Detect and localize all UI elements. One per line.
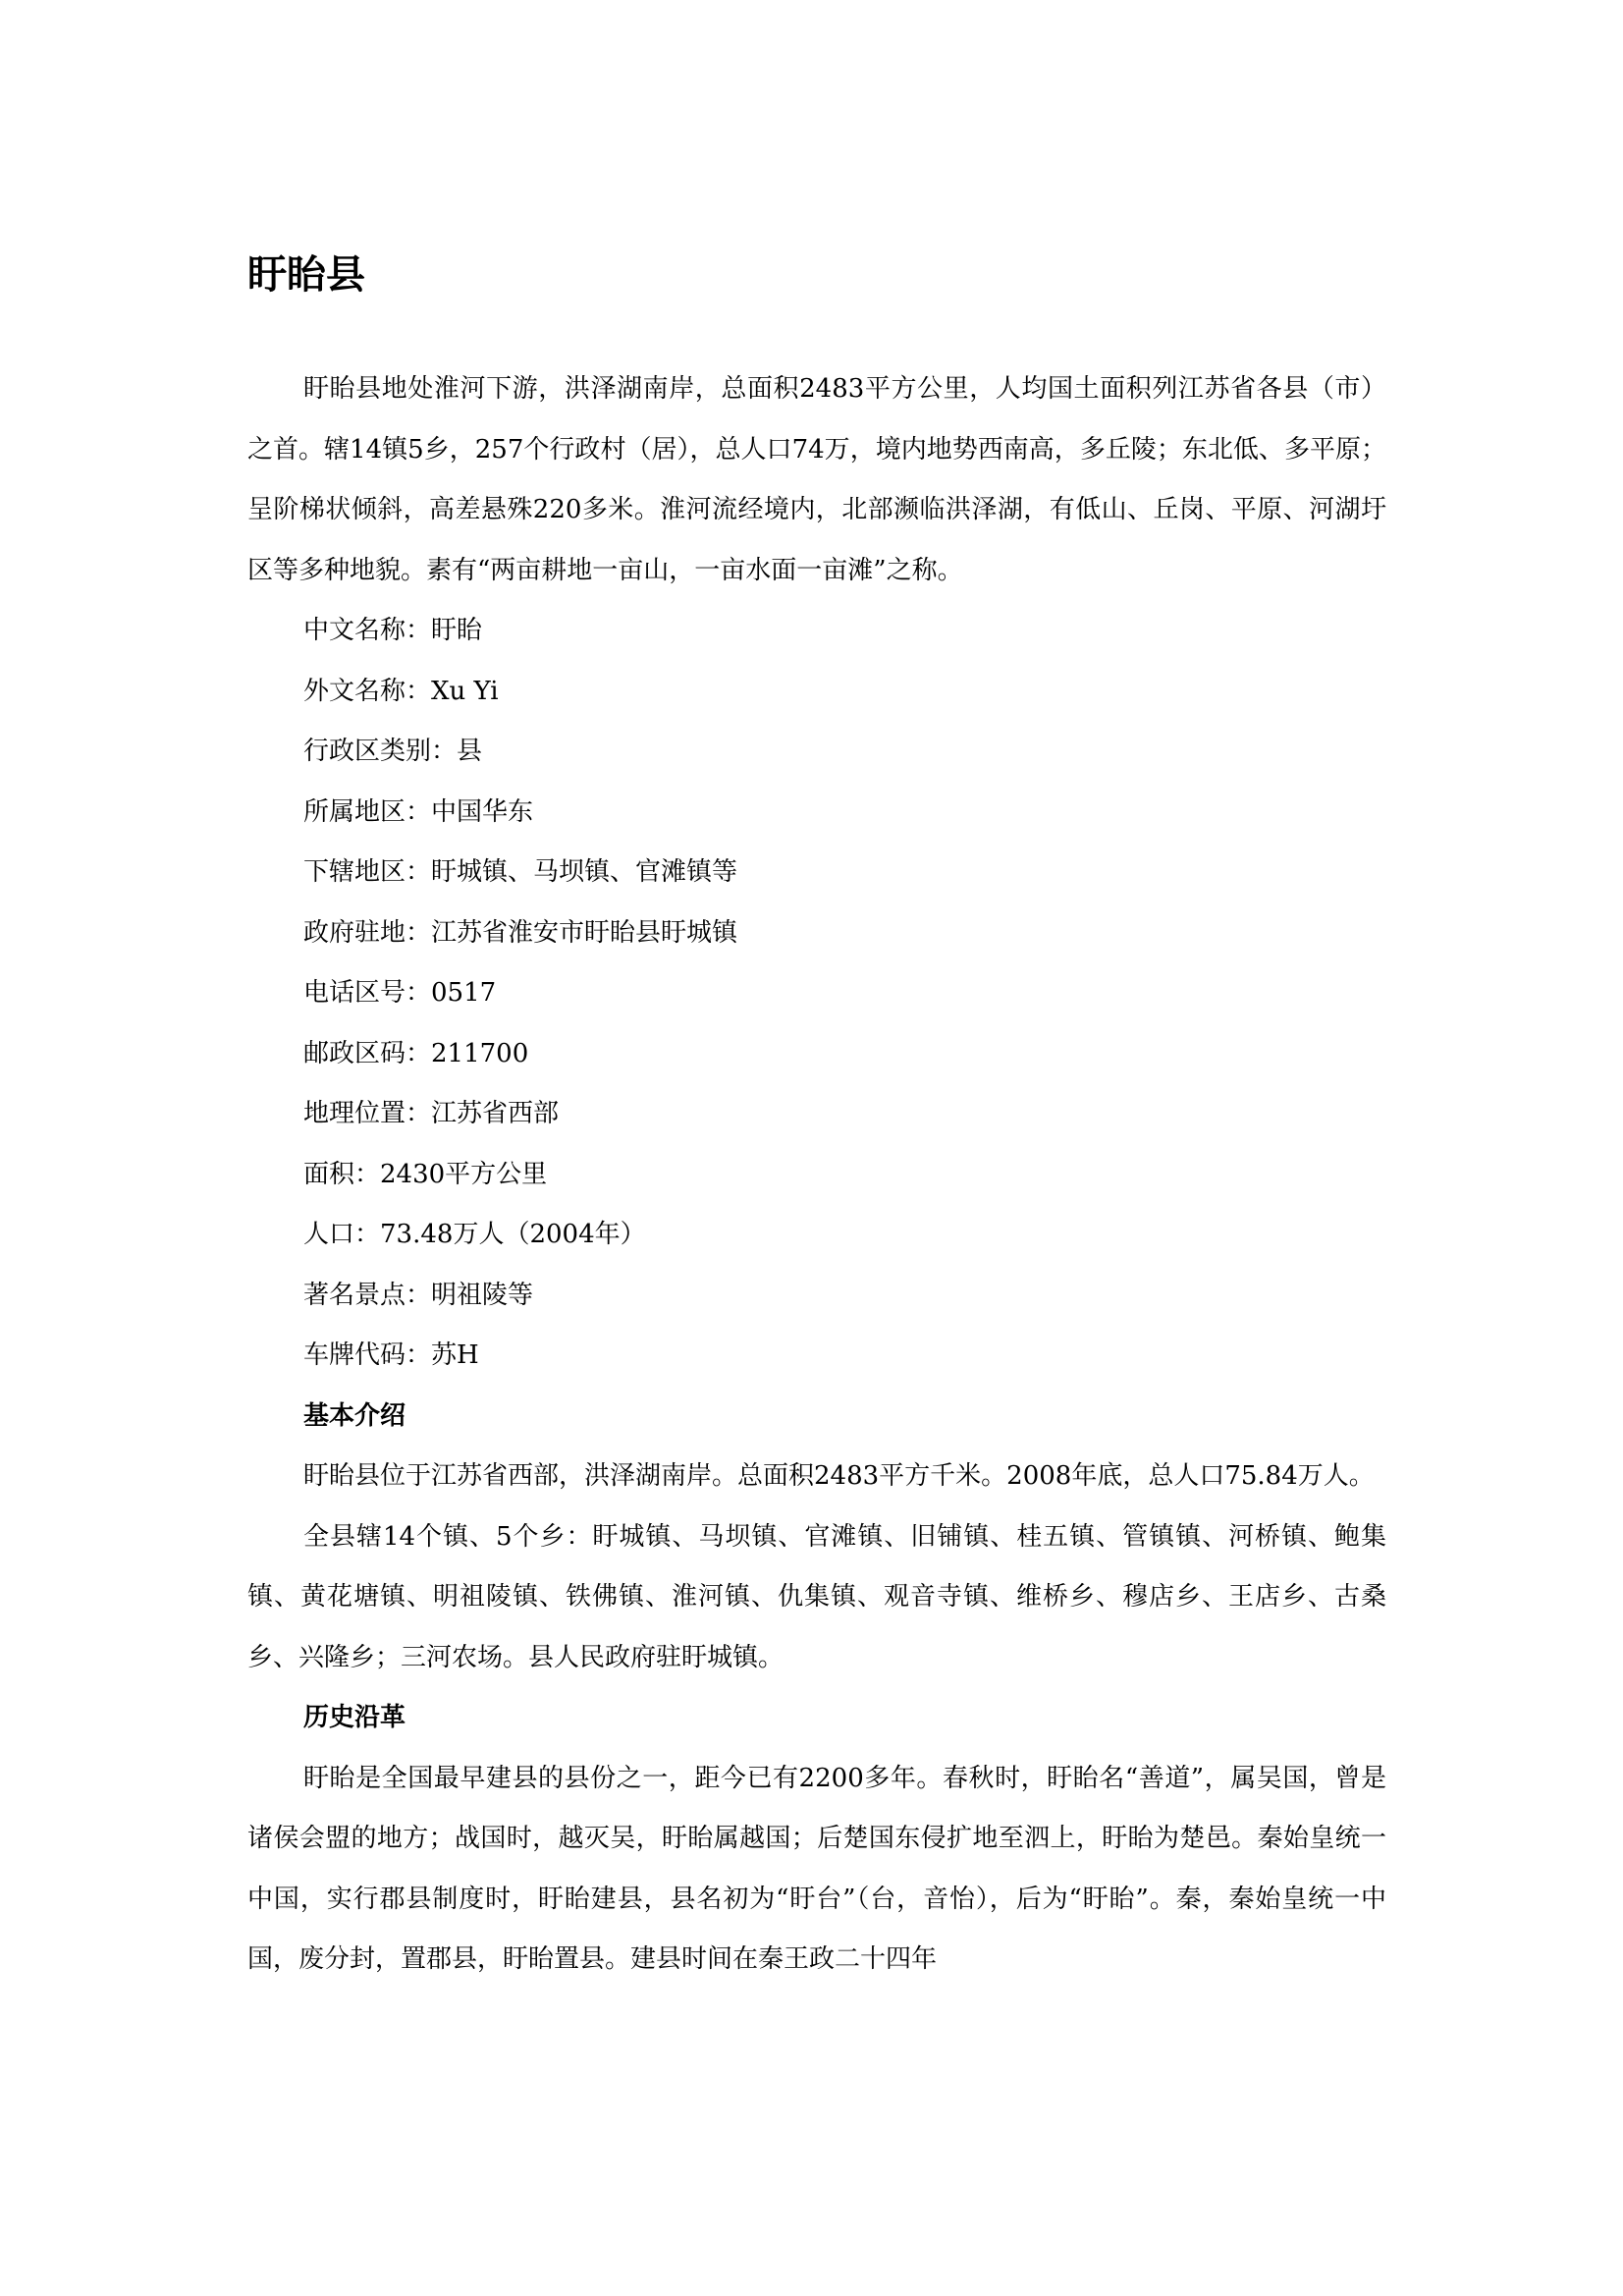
field-area-code [247,963,1386,1024]
field-label: 下辖地区： [303,857,432,887]
basic-paragraph-1: 盱眙县位于江苏省西部，洪泽湖南岸。总面积2483平方千米。2008年底，总人口75.84万人。 [303,1461,1375,1491]
field-label: 中文名称： [303,616,432,645]
field-location [247,1084,1386,1145]
field-label: 面积： [303,1159,381,1189]
field-label: 地理位置： [303,1099,432,1128]
field-value: 苏H [431,1340,479,1370]
history-paragraph-1: 盱眙是全国最早建县的县份之一，距今已有2200多年。春秋时，盱眙名“善道”，属吴国，曾是诸侯会盟的地方；战国时，越灭吴，盱眙属越国；后楚国东侵扩地至泗上，盱眙为楚邑。秦始皇统一中国，实行郡县制度时，盱眙建县，县名初为“盱台”（台，音怡），后为“盱眙”。秦，秦始皇统一中国，废分封，置郡县，盱眙置县。建县时间在秦王政二十四年 [247,1763,1386,1974]
field-area [247,1145,1386,1206]
field-value: 县 [457,737,483,766]
field-region [247,783,1386,844]
field-value: 73.48万人（2004年） [380,1220,646,1249]
field-postal-code [247,1024,1386,1085]
field-license-plate [247,1326,1386,1387]
field-value: 0517 [431,978,497,1008]
field-label: 所属地区： [303,796,432,827]
field-admin-type [247,722,1386,783]
field-value: 2430平方公里 [380,1159,548,1189]
field-label: 著名景点： [303,1280,432,1310]
field-value: 中国华东 [431,796,534,827]
field-value: 211700 [431,1038,529,1068]
field-government-seat [247,903,1386,964]
field-chinese-name [247,601,1386,662]
intro-paragraph: 盱眙县地处淮河下游，洪泽湖南岸，总面积2483平方公里，人均国土面积列江苏省各县（市）之首。辖14镇5乡，257个行政村（居），总人口74万，境内地势西南高，多丘陵；东北低、多平原；呈阶梯状倾斜，高差悬殊220多米。淮河流经境内，北部濒临洪泽湖，有低山、丘岗、平原、河湖圩区等多种地貌。素有“两亩耕地一亩山，一亩水面一亩滩”之称。 [247,374,1386,585]
field-value: 盱眙 [431,616,483,645]
page-title: 盱眙县 [247,252,365,298]
field-label: 人口： [303,1220,381,1249]
field-value: 江苏省淮安市盱眙县盱城镇 [431,917,738,948]
field-label: 电话区号： [303,978,432,1008]
document-page [247,246,1386,1991]
field-subdivisions [247,843,1386,903]
section-heading-basic: 基本介绍 [303,1400,406,1431]
field-foreign-name [247,662,1386,723]
field-value: 盱城镇、马坝镇、官滩镇等 [431,857,738,887]
field-label: 邮政区码： [303,1038,432,1068]
field-value: Xu Yi [431,676,499,706]
info-fields [247,601,1386,1387]
field-label: 行政区类别： [303,737,458,766]
field-label: 车牌代码： [303,1340,432,1370]
field-attractions [247,1266,1386,1327]
field-value: 明祖陵等 [431,1280,534,1310]
field-population [247,1205,1386,1266]
field-label: 外文名称： [303,676,432,706]
field-value: 江苏省西部 [431,1099,560,1128]
field-label: 政府驻地： [303,917,432,948]
section-heading-history: 历史沿革 [303,1703,406,1732]
basic-paragraph-2: 全县辖14个镇、5个乡：盱城镇、马坝镇、官滩镇、旧铺镇、桂五镇、管镇镇、河桥镇、鲍集镇、黄花塘镇、明祖陵镇、铁佛镇、淮河镇、仇集镇、观音寺镇、维桥乡、穆店乡、王店乡、古桑乡、兴隆乡；三河农场。县人民政府驻盱城镇。 [247,1521,1386,1672]
